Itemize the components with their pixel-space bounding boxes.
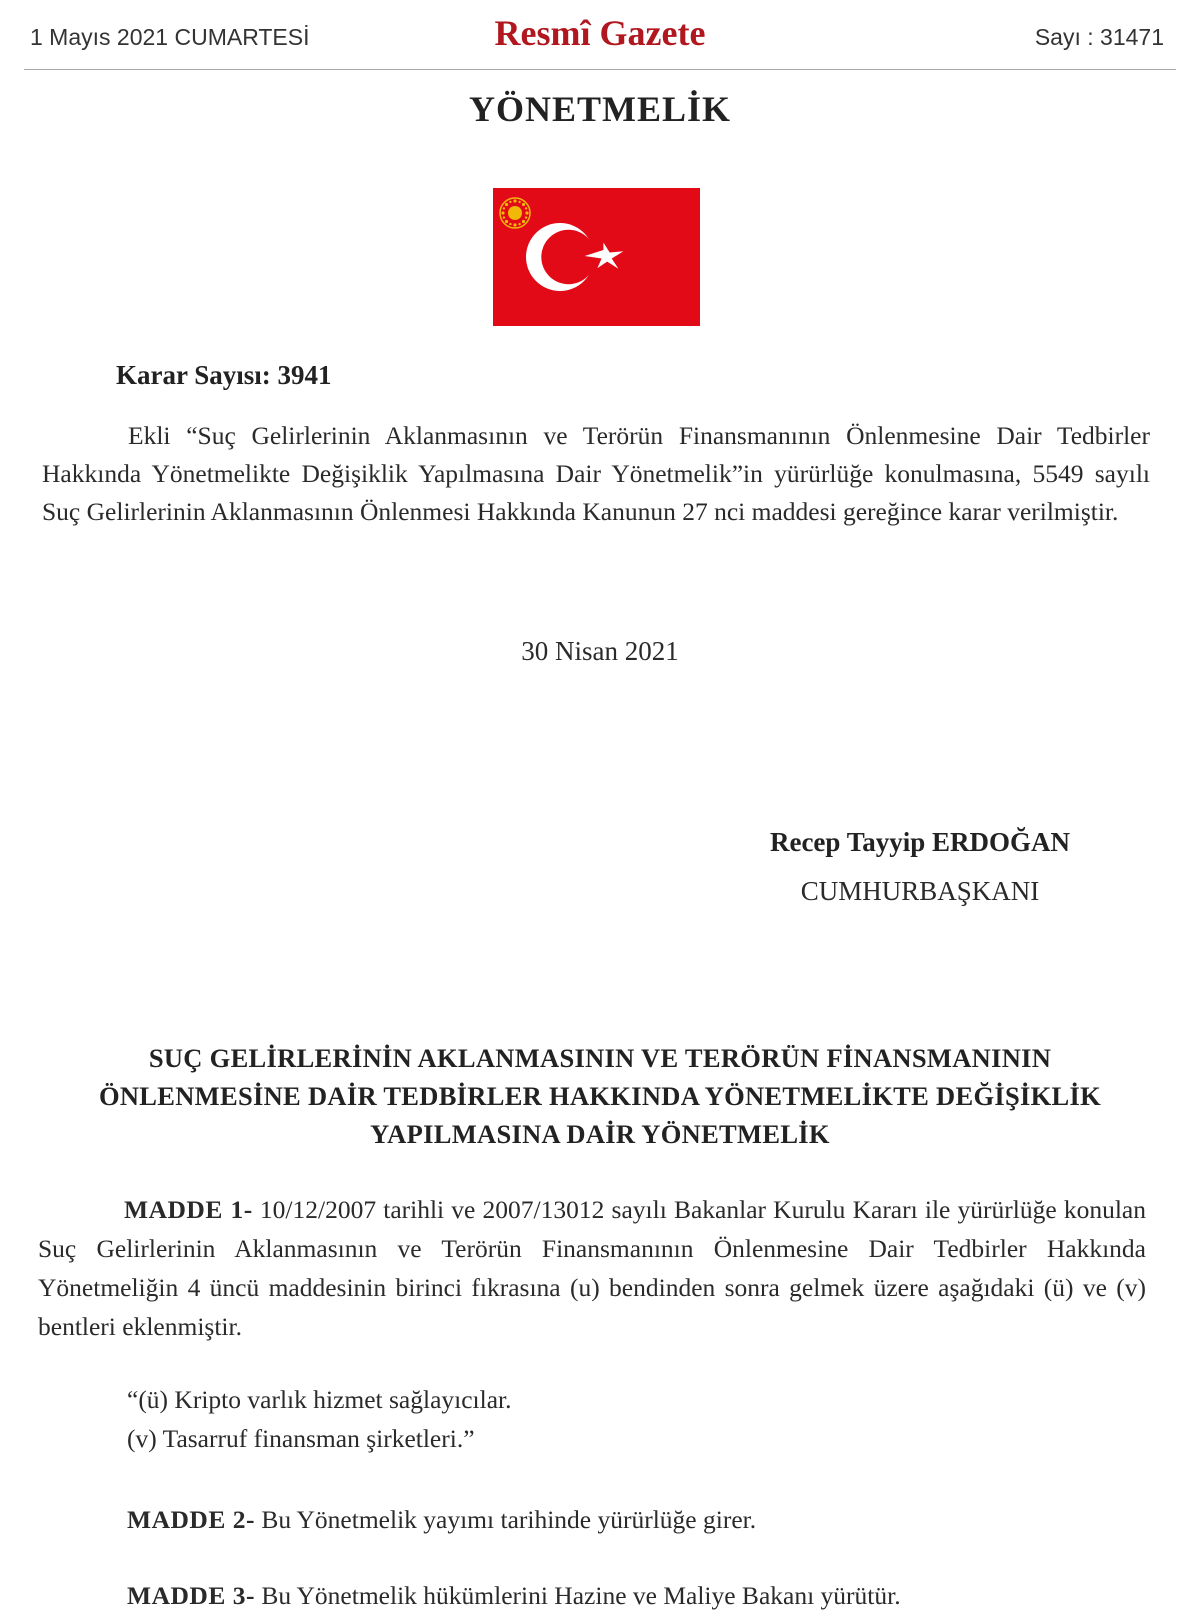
article-text: 10/12/2007 tarihli ve 2007/13012 sayılı Bakanlar Kurulu Kararı ile yürürlüğe konulan Suç Gelirlerinin Aklanmasının ve Terörün Finansmanının Önlenmesine Dair Tedbirler Hakkında Yönetmeliğin 4 üncü maddesinin birinci fıkrasına (u) bendinden sonra gelmek üzere aşağıdaki (ü) ve (v) bentleri eklenmiştir. — [38, 1195, 1146, 1341]
header-divider — [24, 69, 1176, 70]
article-label: MADDE 3- — [127, 1581, 255, 1610]
decision-text: Ekli “Suç Gelirlerinin Aklanmasının ve Terörün Finansmanının Önlenmesine Dair Tedbirler Hakkında Yönetmelikte Değişiklik Yapılmasına Dair Yönetmelik”in yürürlüğe konulmasına, 5549 sayılı Suç Gelirlerinin Aklanmasının Önlenmesi Hakkında Kanunun 27 nci maddesi gereğince karar verilmiştir. — [42, 421, 1150, 526]
regulation-title — [30, 1039, 1170, 1153]
presidential-seal-icon — [500, 198, 530, 228]
header-date: 1 Mayıs 2021 CUMARTESİ — [30, 24, 310, 50]
regulation-title-line: ÖNLENMESİNE DAİR TEDBİRLER HAKKINDA YÖNETMELİKTE DEĞİŞİKLİK — [98, 1081, 1102, 1111]
flag-graphic — [493, 188, 700, 326]
decision-date: 30 Nisan 2021 — [521, 636, 679, 666]
decision-paragraph — [42, 417, 1150, 531]
article-label: MADDE 1- — [124, 1195, 253, 1224]
regulation-title-line: YAPILMASINA DAİR YÖNETMELİK — [370, 1119, 830, 1149]
issue-number: Sayı : 31471 — [1034, 24, 1164, 50]
gazette-title: Resmî Gazete — [494, 13, 706, 53]
article-1 — [38, 1190, 1146, 1346]
regulation-title-line: SUÇ GELİRLERİNİN AKLANMASININ VE TERÖRÜN FİNANSMANININ — [148, 1043, 1052, 1073]
article-label: MADDE 2- — [127, 1505, 255, 1534]
signer-title: CUMHURBAŞKANI — [800, 876, 1040, 906]
signer-name: Recep Tayyip ERDOĞAN — [769, 827, 1071, 857]
added-item: “(ü) Kripto varlık hizmet sağlayıcılar. — [127, 1385, 512, 1414]
article-text: Bu Yönetmelik yayımı tarihinde yürürlüğe girer. — [261, 1505, 757, 1534]
crescent-inner — [541, 230, 595, 284]
document-type-heading: YÖNETMELİK — [468, 89, 732, 129]
article-2 — [127, 1505, 756, 1535]
article-text: Bu Yönetmelik hükümlerini Hazine ve Maliye Bakanı yürütür. — [261, 1581, 901, 1610]
turkish-flag-icon — [493, 188, 700, 326]
decision-number: Karar Sayısı: 3941 — [116, 360, 332, 390]
added-item: (v) Tasarruf finansman şirketleri.” — [127, 1424, 475, 1453]
